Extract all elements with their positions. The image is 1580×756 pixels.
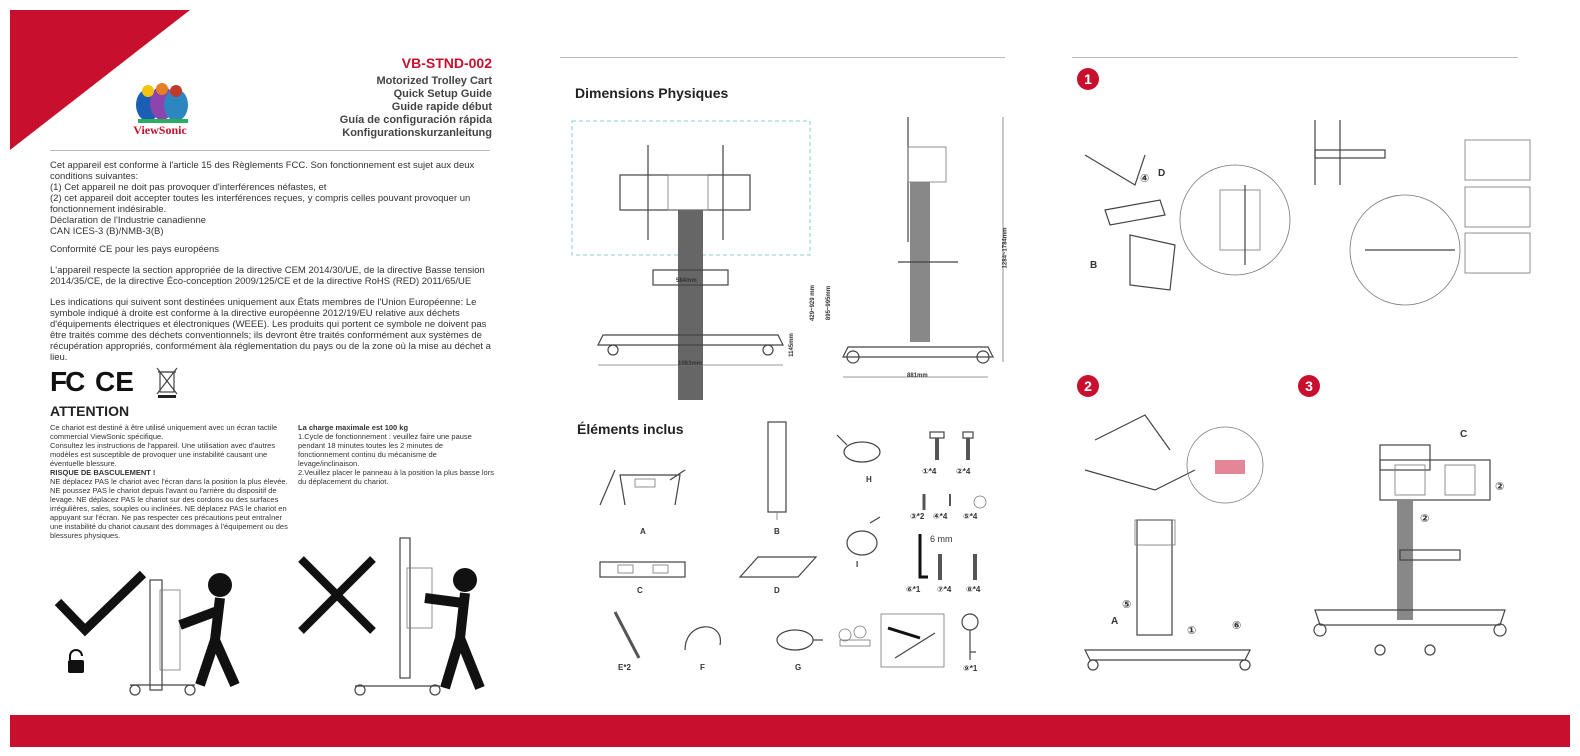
dim-label: 881mm (907, 373, 928, 379)
step-callout: ② (1495, 481, 1505, 493)
ce-mark: CE (95, 366, 134, 397)
dim-label: 584mm (676, 278, 697, 284)
part-label: G (795, 663, 802, 672)
step-callout: B (1090, 260, 1098, 271)
hardware-label: ②*4 (956, 467, 971, 476)
hardware-label: ⑤*4 (963, 512, 978, 521)
part-f-cable-illustration (680, 615, 730, 655)
title-line: Quick Setup Guide (393, 88, 492, 100)
divider (560, 57, 1005, 58)
logo-wordmark: ViewSonic (133, 123, 187, 137)
part-h-cable-illustration (832, 430, 892, 470)
hardware-label: ①*4 (922, 467, 937, 476)
part-e-rod-illustration (612, 610, 642, 660)
title-line: Guide rapide début (391, 101, 492, 113)
step-callout: A (1111, 616, 1119, 627)
hardware-label: ⑦*4 (937, 585, 952, 594)
front-view-drawing (568, 115, 808, 375)
push-cart-correct-illustration (120, 560, 270, 700)
step-badge: 2 (1077, 375, 1099, 397)
step-callout: D (1158, 168, 1166, 179)
step-callout: ④ (1140, 173, 1150, 185)
weee-bin-icon (155, 366, 179, 398)
dim-label: 1284~1784mm (1002, 227, 1009, 269)
red-footer-bar (10, 715, 1570, 747)
padlock-icon (66, 650, 86, 674)
compliance-weee: Les indications qui suivent sont destinées uniquement aux États membres de l'Union Européenne: Le symbole indiqué à droite est conforme à la directive européenne 2012/19/EU relative aux déchets d'équipements électriques et électroniques (WEEE). Les produits qui portent ce symbole ne doivent pas être traités comme des déchets conventionnels; ils devront être traités conformément aux systèmes de récupération appropriés, conformément àla réglementation du pays ou de la zone où la mise au déchet a lieu. (50, 297, 491, 363)
part-label: I (856, 560, 859, 569)
dim-label: 895~995mm (826, 285, 833, 321)
key-icon (958, 612, 982, 662)
dim-label: 1083mm (678, 361, 703, 367)
dim-label: 1145mm (788, 333, 795, 357)
bolt-icon (930, 552, 990, 582)
hex-key-icon (910, 532, 930, 582)
hex-key-size: 6 mm (930, 534, 953, 544)
step1-mount-illustration (1075, 115, 1535, 295)
attention-heading: ATTENTION (50, 403, 130, 419)
title-line: Motorized Trolley Cart (376, 75, 492, 87)
compliance-directive: L'appareil respecte la section appropriée de la directive CEM 2014/30/UE, de la directive Basse tension 2014/35/CE, de la directive Éco-conception 2009/125/CE et de la directive RoHS (RED) 2011/65/UE (50, 265, 485, 287)
side-view-drawing (838, 112, 1008, 382)
step-badge: 3 (1298, 375, 1320, 397)
small-screw-icon (912, 492, 992, 512)
part-label: A (640, 527, 646, 536)
part-i-cable-illustration (840, 515, 890, 565)
part-b-column-illustration (763, 420, 793, 520)
divider (1072, 57, 1518, 58)
part-g-cable-illustration (765, 620, 825, 660)
compliance-ce: Conformité CE pour les pays européens (50, 244, 219, 255)
step-callout: ⑥ (1232, 620, 1242, 632)
part-label: D (774, 586, 780, 595)
title-block (340, 55, 492, 140)
push-cart-wrong-illustration (345, 538, 495, 698)
hardware-label: ③*2 (910, 512, 925, 521)
step2-cart-illustration (1075, 410, 1265, 690)
parts-bag-illustration (835, 620, 875, 650)
fcc-mark: FC (50, 366, 84, 397)
hardware-label: ⑧*4 (966, 585, 981, 594)
attention-right-col: La charge maximale est 100 kg 1.Cycle de fonctionnement : veuillez faire une pause pendant 18 minutes toutes les 2 minutes de fonctionnement continu du mécanisme de levage/inclinaison. 2.Veuillez placer le panneau à la position la plus basse lors du déplacement du chariot. (298, 423, 494, 486)
part-c-bracket-illustration (598, 560, 688, 585)
tool-set-illustration (880, 613, 945, 668)
hardware-label: ④*4 (933, 512, 948, 521)
part-d-tray-illustration (738, 555, 818, 585)
model-number: VB-STND-002 (401, 55, 492, 71)
hardware-label: ⑥*1 (906, 585, 921, 594)
part-label: C (637, 586, 643, 595)
divider (50, 150, 490, 151)
dim-label: 429~929 mm (809, 285, 816, 321)
hardware-label: ⑨*1 (963, 664, 978, 673)
step-callout: ① (1187, 625, 1197, 637)
step3-assembled-cart-illustration (1305, 440, 1525, 670)
title-line: Konfigurationskurzanleitung (342, 127, 492, 139)
dimensions-heading: Dimensions Physiques (575, 85, 729, 101)
compliance-fcc: Cet appareil est conforme à l'article 15 des Règlements FCC. Son fonctionnement est sujet aux deux conditions suivantes: (1) Cet appareil ne doit pas provoquer d'interférences néfastes, et (2) cet appareil doit accepter toutes les interférences reçues, y compris celles pouvant provoquer un fonctionnement indésirable. Déclaration de l'Industrie canadienne CAN ICES-3 (B)/NMB-3(B) (50, 160, 475, 237)
step-callout: ② (1420, 513, 1430, 525)
part-label: H (866, 475, 872, 484)
part-label: E*2 (618, 663, 631, 672)
part-label: F (700, 663, 705, 672)
part-a-base-illustration (595, 465, 695, 515)
viewsonic-logo (120, 75, 200, 140)
screw-icon (925, 430, 985, 465)
step-callout: ⑤ (1122, 599, 1132, 611)
attention-left-col: Ce chariot est destiné à être utilisé uniquement avec un écran tactile commercial ViewSonic spécifique. Consultez les instructions de l'appareil. Une utilisation avec d'autres modèles est susceptible de provoquer une instabilité causant une éventuelle blessure. RISQUE DE BASCULEMENT ! NE déplacez PAS le chariot avec l'écran dans la position la plus élevée. NE poussez PAS le chariot depuis l'avant ou l'arrière du dispositif de levage. NE déplacez PAS le chariot sur des cordons ou des surfaces irrégulières, sales, souples ou inclinées. NE déplacez PAS le chariot en appuyant sur l'écran. Ne pas respecter ces précautions peut entraîner une instabilité du chariot causant des dommages à l'équipement ou des blessures physiques. (50, 423, 288, 540)
title-line: Guía de configuración rápida (339, 114, 492, 126)
part-label: B (774, 527, 780, 536)
step-callout: C (1460, 429, 1468, 440)
step-badge: 1 (1077, 68, 1099, 90)
elements-heading: Éléments inclus (577, 421, 684, 437)
